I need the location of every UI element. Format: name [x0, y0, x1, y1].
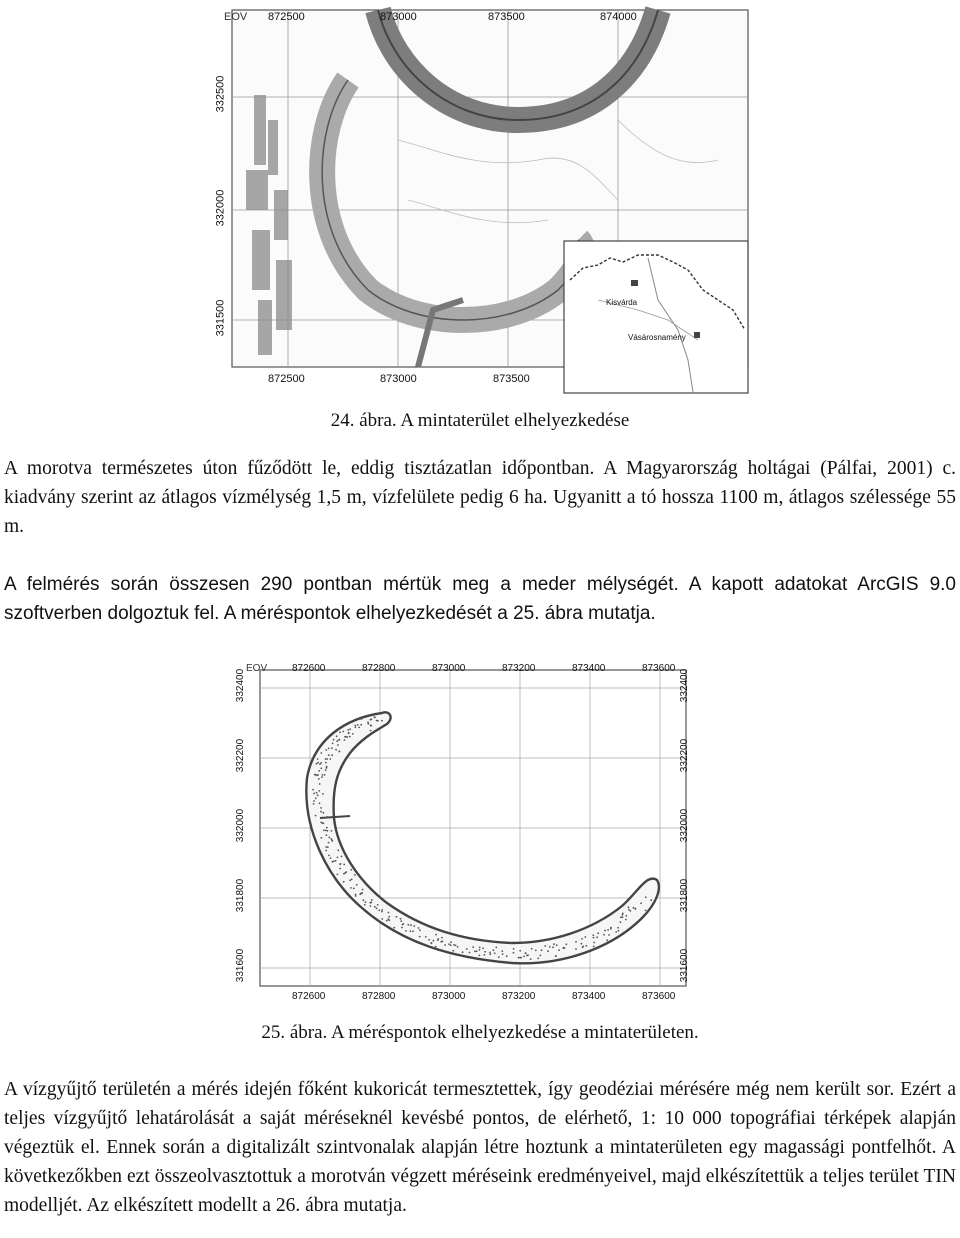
- measurement-point: [326, 767, 328, 769]
- measurement-point: [495, 947, 497, 949]
- measurement-point: [593, 937, 595, 939]
- measurement-point: [327, 846, 329, 848]
- measurement-point: [362, 899, 364, 901]
- measurement-point: [355, 895, 357, 897]
- measurement-point: [326, 834, 328, 836]
- inset-town-label: Vásárosnamény: [628, 333, 686, 342]
- measurement-point: [433, 940, 435, 942]
- measurement-point: [400, 918, 402, 920]
- left-tick-label: 331500: [214, 299, 227, 337]
- measurement-point: [450, 941, 452, 943]
- measurement-point: [472, 946, 474, 948]
- measurement-point: [343, 864, 345, 866]
- measurement-point: [535, 950, 537, 952]
- measurement-points-graphic: [232, 658, 712, 1008]
- measurement-point: [419, 936, 421, 938]
- measurement-point: [412, 930, 414, 932]
- measurement-point: [625, 919, 627, 921]
- measurement-point: [346, 736, 348, 738]
- x-tick-label-top: 873000: [432, 663, 466, 674]
- measurement-point: [493, 949, 495, 951]
- measurement-point: [318, 770, 320, 772]
- measurement-point: [483, 954, 485, 956]
- measurement-point: [484, 951, 486, 953]
- y-tick-label-left: 332400: [235, 668, 247, 703]
- measurement-point: [435, 946, 437, 948]
- measurement-point: [317, 758, 319, 760]
- measurement-point: [593, 946, 595, 948]
- paragraph-3: A vízgyűjtő területén a mérés idején főként kukoricát termesztettek, így geodéziai mérésére még nem került sor. Ezért a teljes vízgyűjtő lehatárolását a saját méréseknél kevésbé pontos, de elérhető, 1: 10 000 topográfiai térképek alapján végeztük el. Ennek során a digitalizált szintvonalak alapján létre hoztunk a mintaterületen egy magassági pontfelhőt. A következőkben ezt összeolvasztottuk a morotván végzett méréseink eredményeivel, majd elkészítettük a teljes terület TIN modelljét. Az elkészített modellt a 26. ábra mutatja.: [4, 1079, 956, 1216]
- measurement-point: [592, 934, 594, 936]
- measurement-point: [320, 767, 322, 769]
- measurement-point: [622, 916, 624, 918]
- measurement-point: [370, 730, 372, 732]
- measurement-point: [349, 879, 351, 881]
- measurement-point: [650, 899, 652, 901]
- measurement-point: [377, 904, 379, 906]
- measurement-point: [365, 901, 367, 903]
- measurement-point: [506, 955, 508, 957]
- measurement-point: [329, 758, 331, 760]
- measurement-point: [367, 722, 369, 724]
- measurement-point: [327, 830, 329, 832]
- measurement-point: [357, 724, 359, 726]
- measurement-point: [344, 739, 346, 741]
- measurement-point: [312, 789, 314, 791]
- measurement-point: [549, 946, 551, 948]
- measurement-point: [388, 916, 390, 918]
- measurement-point: [581, 943, 583, 945]
- measurement-point: [315, 774, 317, 776]
- eov-label: EOV: [224, 11, 248, 23]
- top-tick-label: 872500: [268, 11, 305, 23]
- measurement-point: [351, 879, 353, 881]
- measurement-point: [331, 754, 333, 756]
- measurement-point: [607, 929, 609, 931]
- measurement-point: [530, 958, 532, 960]
- measurement-point: [531, 948, 533, 950]
- measurement-point: [393, 927, 395, 929]
- measurement-point: [328, 837, 330, 839]
- measurement-point: [469, 952, 471, 954]
- measurement-point: [335, 749, 337, 751]
- measurement-point: [501, 950, 503, 952]
- top-tick-label: 874000: [600, 11, 637, 23]
- measurement-point: [339, 731, 341, 733]
- measurement-point: [317, 794, 319, 796]
- measurement-point: [608, 934, 610, 936]
- measurement-point: [315, 815, 317, 817]
- measurement-point: [328, 754, 330, 756]
- measurement-point: [453, 944, 455, 946]
- measurement-point: [317, 762, 319, 764]
- measurement-point: [645, 896, 647, 898]
- eov-label: EOV: [246, 663, 268, 674]
- measurement-point: [349, 736, 351, 738]
- measurement-point: [541, 949, 543, 951]
- measurement-point: [519, 950, 521, 952]
- measurement-point: [575, 941, 577, 943]
- measurement-point: [444, 944, 446, 946]
- measurement-point: [325, 762, 327, 764]
- y-tick-label-left: 332000: [235, 808, 247, 843]
- measurement-point: [353, 888, 355, 890]
- left-tick-label: 332000: [214, 189, 227, 227]
- measurement-point: [513, 952, 515, 954]
- measurement-point: [387, 918, 389, 920]
- measurement-point: [327, 817, 329, 819]
- measurement-point: [348, 732, 350, 734]
- measurement-point: [634, 908, 636, 910]
- x-tick-label-top: 873600: [642, 663, 676, 674]
- measurement-point: [396, 916, 398, 918]
- y-tick-label-right: 331600: [679, 948, 691, 983]
- measurement-point: [618, 930, 620, 932]
- measurement-point: [617, 927, 619, 929]
- measurement-point: [378, 909, 380, 911]
- measurement-point: [376, 720, 378, 722]
- measurement-point: [336, 735, 338, 737]
- measurement-point: [479, 955, 481, 957]
- measurement-point: [400, 920, 402, 922]
- measurement-point: [452, 950, 454, 952]
- measurement-point: [322, 774, 324, 776]
- measurement-point: [442, 941, 444, 943]
- measurement-point: [361, 892, 363, 894]
- measurement-point: [502, 953, 504, 955]
- y-tick-label-left: 331800: [235, 878, 247, 913]
- measurement-point: [326, 758, 328, 760]
- measurement-point: [313, 800, 315, 802]
- measurement-point: [337, 874, 339, 876]
- measurement-point: [419, 929, 421, 931]
- measurement-point: [410, 930, 412, 932]
- measurement-point: [585, 945, 587, 947]
- measurement-point: [326, 827, 328, 829]
- measurement-point: [339, 868, 341, 870]
- y-tick-label-left: 331600: [235, 948, 247, 983]
- measurement-point: [603, 934, 605, 936]
- figure-24-caption: 24. ábra. A mintaterület elhelyezkedése: [330, 410, 630, 431]
- measurement-point: [428, 939, 430, 941]
- measurement-point: [347, 729, 349, 731]
- measurement-point: [320, 837, 322, 839]
- measurement-point: [319, 763, 321, 765]
- measurement-point: [356, 884, 358, 886]
- measurement-point: [552, 946, 554, 948]
- measurement-point: [337, 849, 339, 851]
- measurement-point: [582, 946, 584, 948]
- x-tick-label-top: 873200: [502, 663, 536, 674]
- measurement-point: [645, 910, 647, 912]
- measurement-point: [622, 913, 624, 915]
- measurement-point: [604, 930, 606, 932]
- measurement-point: [431, 943, 433, 945]
- measurement-point: [519, 957, 521, 959]
- measurement-point: [435, 934, 437, 936]
- measurement-point: [606, 939, 608, 941]
- measurement-point: [610, 928, 612, 930]
- measurement-point: [320, 752, 322, 754]
- left-tick-label: 332500: [214, 75, 227, 113]
- measurement-point: [323, 822, 325, 824]
- measurement-point: [325, 830, 327, 832]
- measurement-point: [462, 951, 464, 953]
- paragraph-1: A morotva természetes úton fűződött le, eddig tisztázatlan időpontban. A Magyarország holtágai (Pálfai, 2001) c. kiadvány szerint az átlagos vízmélység 1,5 m, vízfelülete pedig 6 ha. Ugyanitt a tó hossza 1100 m, átlagos szélessége 55 m.: [4, 458, 956, 537]
- measurement-point: [343, 881, 345, 883]
- measurement-point: [547, 950, 549, 952]
- inset-map: [564, 241, 748, 393]
- bottom-tick-label: 873500: [493, 373, 530, 385]
- measurement-point: [342, 731, 344, 733]
- measurement-point: [381, 911, 383, 913]
- measurement-point: [315, 797, 317, 799]
- measurement-point: [313, 793, 315, 795]
- measurement-point: [513, 948, 515, 950]
- x-tick-label-bottom: 873400: [572, 991, 606, 1002]
- measurement-point: [339, 739, 341, 741]
- measurement-point: [544, 945, 546, 947]
- measurement-point: [388, 912, 390, 914]
- measurement-point: [371, 718, 373, 720]
- measurement-point: [374, 906, 376, 908]
- measurement-point: [418, 927, 420, 929]
- measurement-point: [403, 923, 405, 925]
- measurement-point: [369, 902, 371, 904]
- x-tick-label-top: 873400: [572, 663, 606, 674]
- measurement-point: [630, 910, 632, 912]
- measurement-point: [525, 952, 527, 954]
- measurement-point: [597, 932, 599, 934]
- measurement-point: [362, 889, 364, 891]
- measurement-point: [330, 857, 332, 859]
- x-tick-label-bottom: 873200: [502, 991, 536, 1002]
- measurement-point: [555, 955, 557, 957]
- measurement-point: [474, 950, 476, 952]
- measurement-point: [596, 936, 598, 938]
- figure-24-map: [214, 0, 760, 398]
- measurement-point: [316, 763, 318, 765]
- measurement-point: [450, 944, 452, 946]
- measurement-point: [332, 743, 334, 745]
- measurement-point: [553, 943, 555, 945]
- measurement-point: [341, 856, 343, 858]
- measurement-point: [350, 887, 352, 889]
- measurement-point: [558, 949, 560, 951]
- measurement-point: [328, 855, 330, 857]
- measurement-point: [526, 955, 528, 957]
- measurement-point: [323, 830, 325, 832]
- measurement-point: [316, 792, 318, 794]
- measurement-point: [336, 740, 338, 742]
- measurement-point: [401, 927, 403, 929]
- measurement-point: [381, 909, 383, 911]
- measurement-point: [593, 942, 595, 944]
- measurement-point: [381, 720, 383, 722]
- measurement-point: [457, 946, 459, 948]
- measurement-point: [355, 727, 357, 729]
- measurement-point: [333, 860, 335, 862]
- measurement-point: [313, 803, 315, 805]
- measurement-point: [489, 953, 491, 955]
- measurement-point: [354, 725, 356, 727]
- measurement-point: [441, 937, 443, 939]
- bottom-tick-label: 873000: [380, 373, 417, 385]
- measurement-point: [328, 842, 330, 844]
- figure-25-map: [232, 658, 712, 1008]
- measurement-point: [540, 955, 542, 957]
- measurement-point: [556, 944, 558, 946]
- measurement-point: [405, 930, 407, 932]
- measurement-point: [628, 906, 630, 908]
- measurement-point: [324, 774, 326, 776]
- x-tick-label-top: 872600: [292, 663, 326, 674]
- top-tick-label: 873000: [380, 11, 417, 23]
- measurement-point: [350, 869, 352, 871]
- measurement-point: [339, 750, 341, 752]
- y-tick-label-right: 332200: [679, 738, 691, 773]
- measurement-point: [413, 925, 415, 927]
- measurement-point: [337, 857, 339, 859]
- y-tick-label-right: 331800: [679, 878, 691, 913]
- measurement-point: [386, 920, 388, 922]
- measurement-point: [523, 956, 525, 958]
- measurement-point: [322, 793, 324, 795]
- measurement-point: [628, 909, 630, 911]
- measurement-point: [494, 952, 496, 954]
- measurement-point: [358, 727, 360, 729]
- measurement-point: [476, 950, 478, 952]
- figure-25-caption: 25. ábra. A méréspontok elhelyezkedése a mintaterületen.: [261, 1022, 699, 1043]
- measurement-point: [364, 904, 366, 906]
- measurement-point: [448, 943, 450, 945]
- measurement-point: [620, 921, 622, 923]
- measurement-point: [335, 860, 337, 862]
- bottom-tick-label: 872500: [268, 373, 305, 385]
- measurement-point: [325, 850, 327, 852]
- measurement-point: [361, 718, 363, 720]
- measurement-point: [370, 724, 372, 726]
- measurement-point: [566, 943, 568, 945]
- measurement-point: [320, 807, 322, 809]
- measurement-point: [319, 802, 321, 804]
- measurement-point: [345, 871, 347, 873]
- x-tick-label-bottom: 872600: [292, 991, 326, 1002]
- measurement-point: [479, 947, 481, 949]
- y-tick-label-right: 332000: [679, 808, 691, 843]
- measurement-point: [479, 949, 481, 951]
- measurement-point: [352, 733, 354, 735]
- measurement-point: [564, 947, 566, 949]
- measurement-point: [584, 936, 586, 938]
- measurement-point: [640, 902, 642, 904]
- measurement-point: [518, 957, 520, 959]
- measurement-point: [410, 924, 412, 926]
- measurement-point: [537, 958, 539, 960]
- measurement-point: [328, 748, 330, 750]
- x-tick-label-bottom: 873600: [642, 991, 676, 1002]
- measurement-point: [615, 931, 617, 933]
- x-tick-label-top: 872800: [362, 663, 396, 674]
- measurement-point: [407, 924, 409, 926]
- measurement-point: [455, 945, 457, 947]
- measurement-point: [581, 938, 583, 940]
- measurement-point: [325, 846, 327, 848]
- measurement-point: [333, 739, 335, 741]
- measurement-point: [331, 840, 333, 842]
- x-tick-label-bottom: 873000: [432, 991, 466, 1002]
- measurement-point: [498, 956, 500, 958]
- measurement-point: [625, 915, 627, 917]
- measurement-point: [318, 790, 320, 792]
- top-tick-label: 873500: [488, 11, 525, 23]
- measurement-point: [466, 948, 468, 950]
- measurement-point: [325, 769, 327, 771]
- measurement-point: [381, 918, 383, 920]
- measurement-point: [349, 728, 351, 730]
- measurement-point: [437, 939, 439, 941]
- x-tick-label-bottom: 872800: [362, 991, 396, 1002]
- y-tick-label-left: 332200: [235, 738, 247, 773]
- measurement-point: [370, 905, 372, 907]
- measurement-point: [489, 952, 491, 954]
- measurement-point: [339, 863, 341, 865]
- measurement-point: [323, 812, 325, 814]
- measurement-point: [331, 747, 333, 749]
- measurement-point: [359, 893, 361, 895]
- measurement-point: [354, 874, 356, 876]
- measurement-point: [325, 749, 327, 751]
- measurement-point: [482, 947, 484, 949]
- measurement-point: [575, 948, 577, 950]
- paragraph-2: A felmérés során összesen 290 pontban mértük meg a meder mélységét. A kapott adatokat ArcGIS 9.0 szoftverben dolgoztuk fel. A méréspontok elhelyezkedését a 25. ábra mutatja.: [4, 574, 956, 624]
- measurement-point: [633, 907, 635, 909]
- measurement-point: [319, 783, 321, 785]
- inset-town-label: Kisvárda: [606, 298, 638, 307]
- y-tick-label-right: 332400: [679, 668, 691, 703]
- measurement-point: [376, 907, 378, 909]
- measurement-point: [320, 811, 322, 813]
- measurement-point: [330, 838, 332, 840]
- measurement-point: [425, 936, 427, 938]
- measurement-point: [371, 899, 373, 901]
- measurement-point: [373, 716, 375, 718]
- measurement-point: [360, 724, 362, 726]
- measurement-point: [321, 776, 323, 778]
- measurement-point: [331, 830, 333, 832]
- measurement-point: [318, 778, 320, 780]
- measurement-point: [337, 744, 339, 746]
